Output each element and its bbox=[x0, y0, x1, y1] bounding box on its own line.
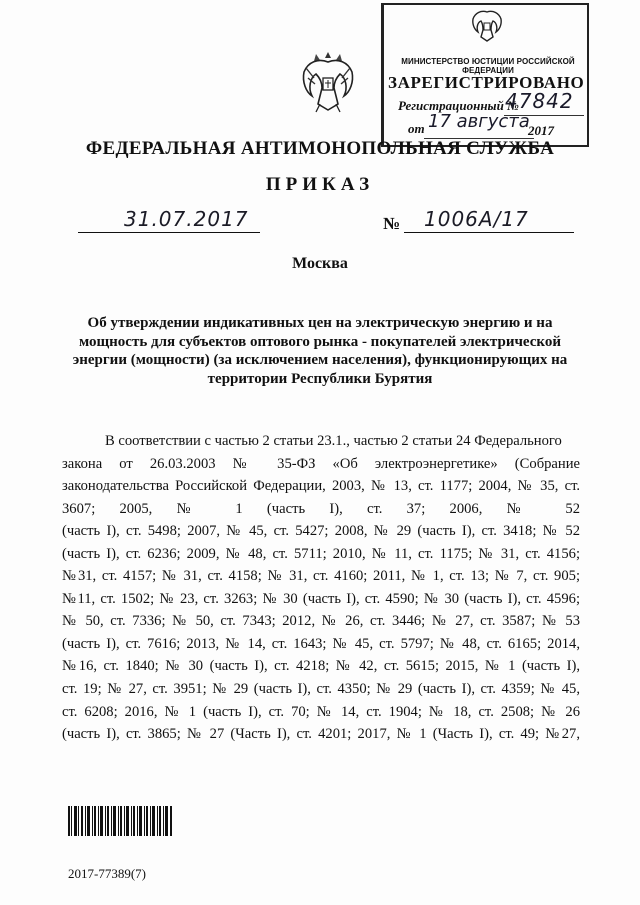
body-line: ст. 19; № 27, ст. 3951; № 29 (часть I), ст. 4350; № 29 (часть I), ст. 4359; № 45, bbox=[62, 681, 580, 698]
body-line: (часть I), ст. 3865; № 27 (Часть I), ст. 4201; 2017, № 1 (Часть I), ст. 49; №27, bbox=[62, 726, 580, 743]
body-line: №31, ст. 4157; № 31, ст. 4158; № 31, ст. 4160; 2011, № 1, ст. 13; № 7, ст. 905; bbox=[62, 568, 580, 585]
body-line: (часть I), ст. 7616; 2013, № 14, ст. 1643; № 45, ст. 5797; № 48, ст. 6165; 2014, bbox=[62, 635, 580, 652]
stamp-reg-year: 2017 bbox=[528, 123, 554, 138]
order-number: 1006А/17 bbox=[424, 207, 529, 231]
subject-line: Об утверждении индикативных цен на электрическую энергию и на bbox=[87, 315, 553, 331]
document-code: 2017-77389(7) bbox=[68, 866, 146, 881]
subject-line: территории Республики Бурятия bbox=[207, 370, 433, 387]
number-sign: № bbox=[383, 214, 401, 233]
body-line: (часть I), ст. 6236; 2009, № 48, ст. 5711; 2010, № 11, ст. 1175; № 31, ст. 4156; bbox=[62, 545, 580, 562]
stamp-from-label: от bbox=[408, 121, 425, 136]
order-date-field bbox=[78, 207, 260, 233]
stamp-registered: ЗАРЕГИСТРИРОВАНО bbox=[388, 73, 585, 92]
body-line: №11, ст. 1502; № 23, ст. 3263; № 30 (часть I), ст. 4590; № 30 (часть I), ст. 4596; bbox=[62, 590, 580, 607]
stamp-ministry: МИНИСТЕРСТВО ЮСТИЦИИ РОССИЙСКОЙ ФЕДЕРАЦИИ bbox=[401, 57, 575, 75]
stamp-eagle-icon bbox=[470, 9, 504, 43]
order-title: ПРИКАЗ bbox=[265, 174, 375, 195]
stamp-reg-number: 47842 bbox=[505, 89, 574, 113]
order-number-field bbox=[404, 207, 574, 233]
city: Москва bbox=[292, 255, 348, 272]
stamp-reg-label: Регистрационный № bbox=[398, 98, 519, 113]
body-line: ст. 6208; 2016, № 1 (часть I), ст. 70; № 14, ст. 1904; № 18, ст. 2508; № 26 bbox=[62, 703, 580, 720]
order-subject bbox=[60, 314, 580, 388]
body-line: (часть I), ст. 5498; 2007, № 45, ст. 5427; 2008, № 29 (часть I), ст. 3418; № 52 bbox=[62, 523, 580, 540]
registration-stamp bbox=[381, 3, 589, 147]
body-line: 3607; 2005, № 1 (часть I), ст. 37; 2006, № 52 bbox=[62, 500, 580, 517]
body-line: №16, ст. 1840; № 30 (часть I), ст. 4218; № 42, ст. 5615; 2015, № 1 (часть I), bbox=[62, 658, 580, 675]
body-line: законодательства Российской Федерации, 2003, № 13, ст. 1177; 2004, № 35, ст. bbox=[62, 478, 580, 495]
coat-of-arms-icon bbox=[298, 48, 358, 114]
order-body bbox=[62, 430, 580, 746]
subject-line: энергии (мощности) (за исключением населения), функционирующих на bbox=[72, 352, 568, 368]
body-line: закона от 26.03.2003 № 35-ФЗ «Об электроэнергетике» (Собрание bbox=[62, 455, 580, 472]
body-line: В соответствии с частью 2 статьи 23.1., частью 2 статьи 24 Федерального bbox=[105, 433, 562, 449]
barcode-icon bbox=[68, 806, 172, 836]
stamp-reg-date: 17 августа bbox=[428, 111, 530, 132]
subject-line: мощность для субъектов оптового рынка - покупателей электрической bbox=[78, 333, 562, 350]
order-date: 31.07.2017 bbox=[124, 207, 249, 231]
body-line: № 50, ст. 7336; № 50, ст. 7343; 2012, № 26, ст. 3446; № 27, ст. 3587; № 53 bbox=[62, 613, 580, 630]
agency-name: ФЕДЕРАЛЬНАЯ АНТИМОНОПОЛЬНАЯ СЛУЖБА bbox=[85, 138, 555, 159]
